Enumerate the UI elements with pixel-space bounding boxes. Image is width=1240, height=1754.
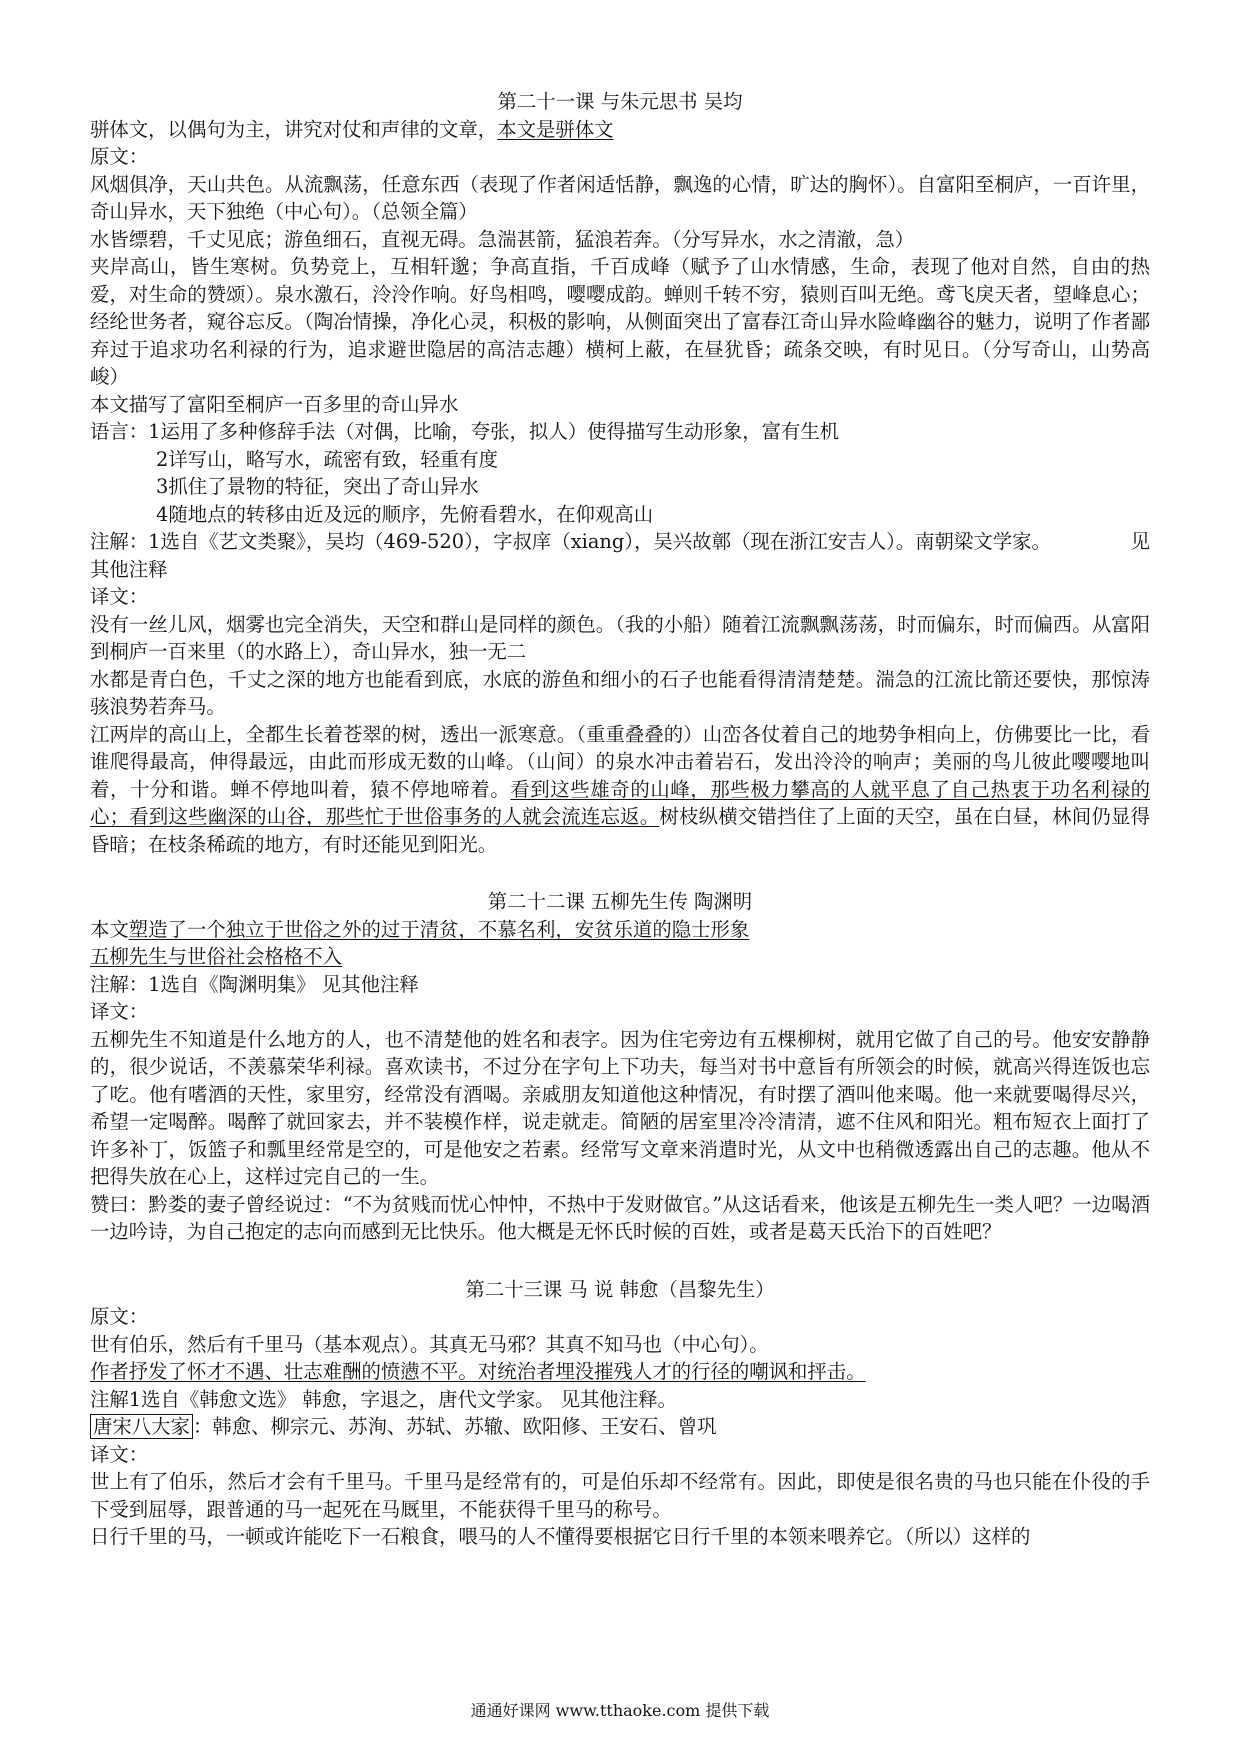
lesson21-para3: 夹岸高山，皆生寒树。负势竞上，互相轩邈；争高直指，千百成峰（赋予了山水情感，生命，表现了他对自然，自由的热爱，对生命的赞颂）。泉水激石，泠泠作响。好鸟相鸣，嘤嘤成韵。蝉则千转不穷，猿则百叫无绝。鸢飞戾天者，望峰息心；经纶世务者，窥谷忘反。（陶冶情操，净化心灵，积极的影响，从侧面突出了富春江奇山异水险峰幽谷的魅力，说明了作者鄙弃过于追求功名利禄的行为，追求避世隐居的高洁志趣）横柯上蔽，在昼犹昏；疏条交映，有时见日。（分写奇山，山势高峻）	[90, 255, 1150, 388]
lesson23-yiwen-label: 译文：	[90, 1442, 149, 1466]
lesson21-yuanwen-label: 原文：	[90, 145, 149, 168]
language-label: 语言：	[90, 420, 149, 443]
note-text: 注解：1选自《艺文类聚》，吴均（469-520），字叔庠（xiang），吴兴故鄣（现在浙江安吉人）。南朝梁文学家。	[90, 530, 1051, 553]
lesson22-line2	[90, 943, 1150, 971]
lesson23-line2	[90, 1358, 1150, 1386]
lesson21-note	[90, 528, 1150, 556]
page-footer: 通通好课网 www.tthaoke.com 提供下载	[470, 1701, 770, 1720]
lesson22-line1	[90, 916, 1150, 944]
line-text: 本文	[90, 917, 129, 941]
note-see: 见	[1130, 530, 1150, 553]
lesson22-translation-1: 五柳先生不知道是什么地方的人，也不清楚他的姓名和表字。因为住宅旁边有五棵柳树，就用它做了自己的号。他安安静静的，很少说话，不羡慕荣华利禄。喜欢读书，不过分在字句上下功夫，每当对书中意旨有所领会的时候，就高兴得连饭也忘了吃。他有嗜酒的天性，家里穷，经常没有酒喝。亲戚朋友知道他这种情况，有时摆了酒叫他来喝。他一来就要喝得尽兴，希望一定喝醉。喝醉了就回家去，并不装模作样，说走就走。简陋的居室里冷冷清清，遮不住风和阳光。粗布短衣上面打了许多补丁，饭篮子和瓢里经常是空的，可是他安之若素。经常写文章来消遣时光，从文中也稍微透露出自己的志趣。他从不把得失放在心上，这样过完自己的一生。	[90, 1027, 1150, 1188]
lesson23-note: 注解1选自《韩愈文选》 韩愈，字退之，唐代文学家。 见其他注释。	[90, 1387, 677, 1411]
line-underlined-text: 作者抒发了怀才不遇、壮志难酬的愤懑不平。对统治者埋没摧残人才的行径的嘲讽和抨击。	[90, 1360, 866, 1383]
lesson21-para1: 风烟俱净，天山共色。从流飘荡，任意东西（表现了作者闲适恬静，飘逸的心情，旷达的胸怀）。自富阳至桐庐，一百许里，奇山异水，天下独绝（中心句）。（总领全篇）	[90, 172, 1150, 223]
lesson23-line1: 世有伯乐，然后有千里马（基本观点）。其真无马邪？其真不知马也（中心句）。	[90, 1332, 769, 1356]
lesson21-translation-2: 水都是青白色，千丈之深的地方也能看到底，水底的游鱼和细小的石子也能看得清清楚楚。湍急的江流比箭还要快，那惊涛骇浪势若奔马。	[90, 667, 1150, 718]
line-underlined-text: 五柳先生与世俗社会格格不入	[90, 945, 343, 968]
lesson21-intro	[90, 116, 1150, 144]
boxed-label: 唐宋八大家	[90, 1414, 193, 1439]
lesson21-yiwen-label: 译文：	[90, 585, 149, 608]
translation-text: 树枝纵横交错挡住了上面的天空，虽在白昼，林间仍显得昏暗；在枝条稀疏的地方，有时还能见到阳光。	[90, 805, 1150, 856]
lesson22-note: 注解：1选自《陶渊明集》 见其他注释	[90, 972, 419, 996]
language-point: 1运用了多种修辞手法（对偶，比喻，夸张，拟人）使得描写生动形象，富有生机	[148, 420, 840, 443]
lesson23-title: 第二十三课 马 说 韩愈（昌黎先生）	[465, 1277, 775, 1301]
lesson22-title: 第二十二课 五柳先生传 陶渊明	[487, 890, 753, 913]
intro-underlined-text: 本文是骈体文	[497, 117, 614, 141]
intro-text: 骈体文，以偶句为主，讲究对仗和声律的文章，	[90, 117, 498, 141]
lesson23-tang-song	[90, 1413, 1150, 1441]
lesson21-note-cont: 其他注释	[90, 557, 168, 581]
lesson21-language-4: 4随地点的转移由近及远的顺序，先俯看碧水，在仰观高山	[156, 502, 654, 526]
lesson21-title: 第二十一课 与朱元思书 吴均	[497, 90, 743, 113]
lesson23-translation-2: 日行千里的马，一顿或许能吃下一石粮食，喂马的人不懂得要根据它日行千里的本领来喂养它。（所以）这样的	[90, 1525, 1031, 1548]
lesson21-language-3: 3抓住了景物的特征，突出了奇山异水	[156, 475, 479, 498]
lesson21-translation-1: 没有一丝儿风，烟雾也完全消失，天空和群山是同样的颜色。（我的小船）随着江流飘飘荡荡，时而偏东，时而偏西。从富阳到桐庐一百来里（的水路上），奇山异水，独一无二	[90, 612, 1150, 663]
lesson21-summary: 本文描写了富阳至桐庐一百多里的奇山异水	[90, 392, 459, 416]
tang-song-list: ：韩愈、柳宗元、苏洵、苏轼、苏辙、欧阳修、王安石、曾巩	[192, 1415, 717, 1438]
lesson21-para2: 水皆缥碧，千丈见底；游鱼细石，直视无碍。急湍甚箭，猛浪若奔。（分写异水，水之清澈，急）	[90, 227, 915, 251]
lesson21-language-2: 2详写山，略写水，疏密有致，轻重有度	[156, 447, 498, 471]
lesson21-translation-3	[90, 721, 1150, 859]
lesson23-yuanwen-label: 原文：	[90, 1305, 149, 1328]
lesson22-translation-2: 赞曰：黔娄的妻子曾经说过：“不为贫贱而忧心忡忡，不热中于发财做官。”从这话看来，他该是五柳先生一类人吧？一边喝酒一边吟诗，为自己抱定的志向而感到无比快乐。他大概是无怀氏时候的百姓，或者是葛天氏治下的百姓吧？	[90, 1192, 1150, 1243]
lesson23-translation-1: 世上有了伯乐，然后才会有千里马。千里马是经常有的，可是伯乐却不经常有。因此，即使是很名贵的马也只能在仆役的手下受到屈辱，跟普通的马一起死在马厩里，不能获得千里马的称号。	[90, 1470, 1150, 1521]
document-page	[90, 88, 1150, 1551]
line-underlined-text: 塑造了一个独立于世俗之外的过于清贫，不慕名利，安贫乐道的隐士形象	[128, 917, 750, 941]
lesson21-language-1	[90, 418, 1150, 446]
translation-text: 江两岸的高山上，全都生长着苍翠的树，透出一派寒意。（重重叠叠的）山峦各仗着自己的地势争相向上，仿佛要比一比，看谁爬得最高，伸得最远，由此而形成无数的山峰。（山间）的泉水冲击着岩石，发出泠泠的响声；美丽的鸟儿彼此嘤嘤地叫着，十分和谐。蝉不停地叫着，猿不停地啼着。	[90, 722, 1150, 801]
translation-underlined-text: 看到这些雄奇的山峰，那些极力攀高的人就平息了自己热衷于功名利禄的心；看到这些幽深的山谷，那些忙于世俗事务的人就会流连忘返。	[90, 777, 1151, 828]
lesson22-yiwen-label: 译文：	[90, 1000, 149, 1023]
